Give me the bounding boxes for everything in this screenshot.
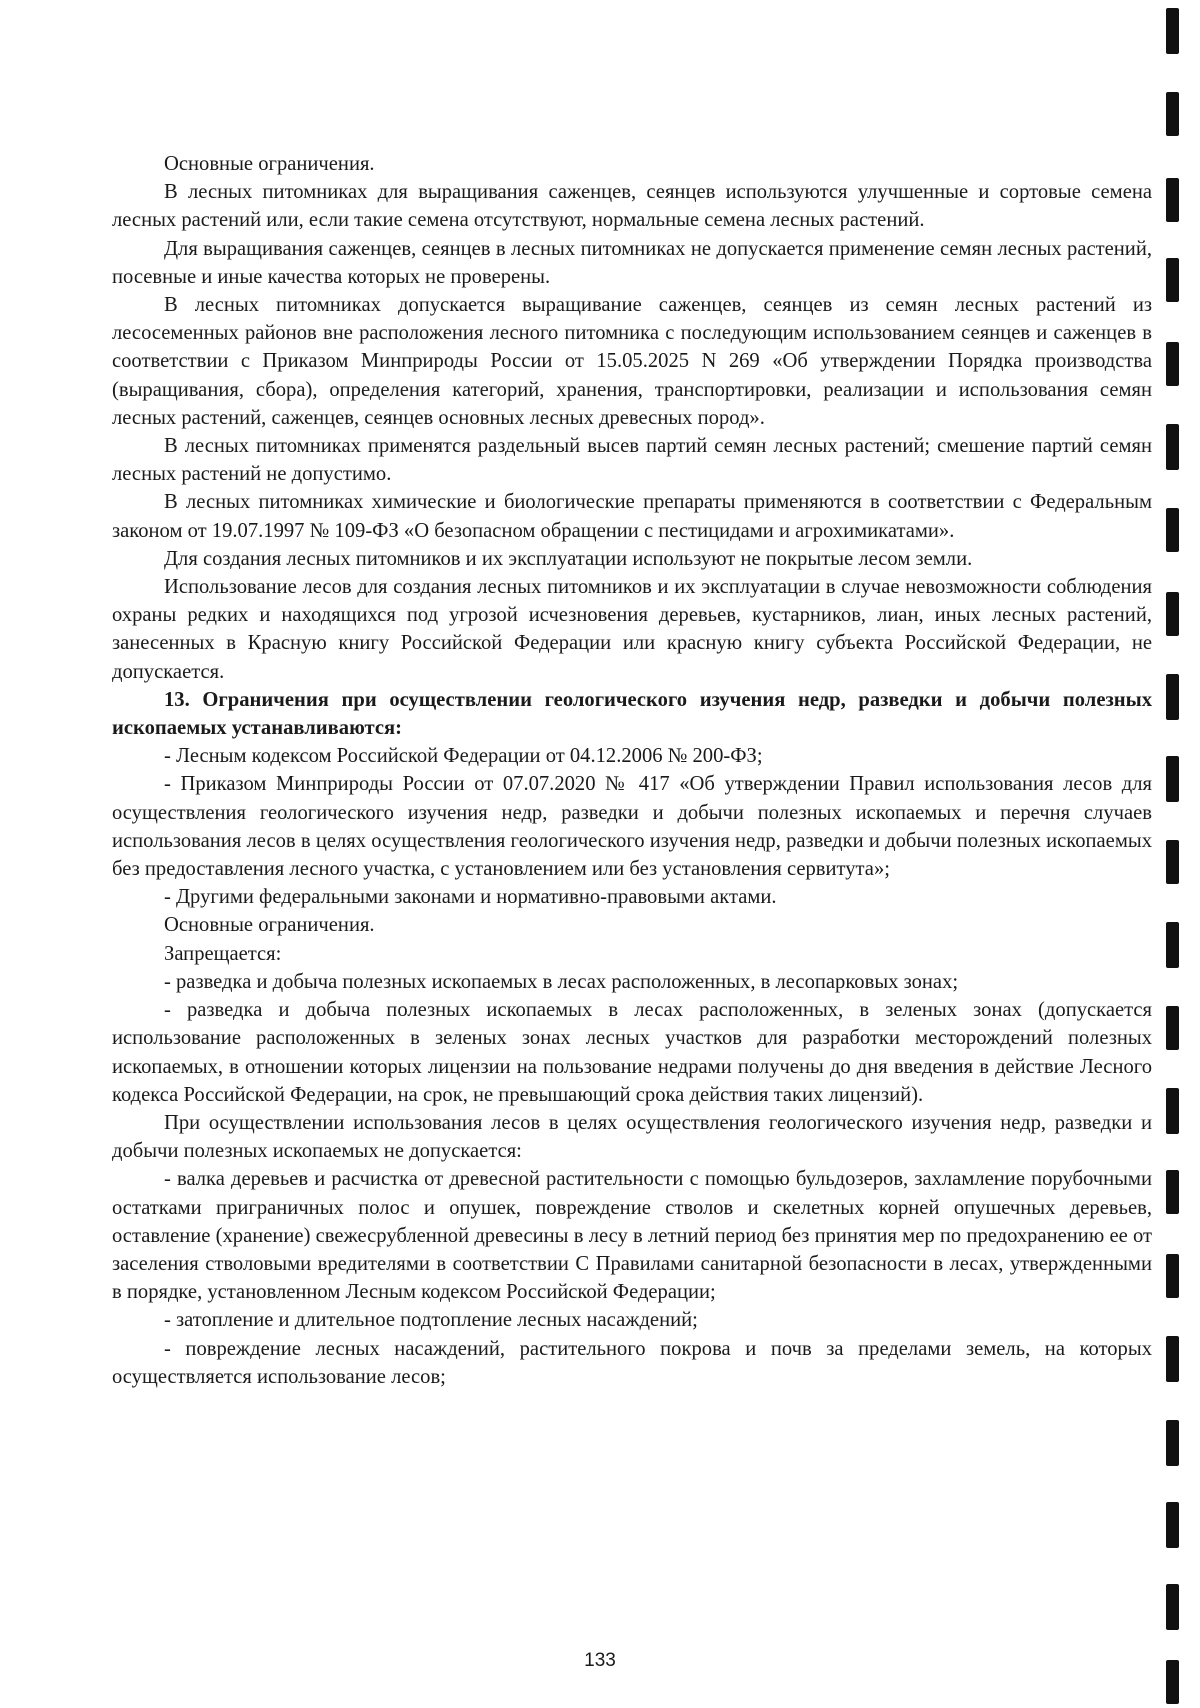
paragraph: В лесных питомниках допускается выращивание саженцев, сеянцев из семян лесных растений из лесосеменных районов вне расположения лесного питомника с последующим использованием сеянцев и саженцев в соответствии с Приказом Минприроды России от 15.05.2025 N 269 «Об утверждении Порядка производства (выращивания, сбора), определения категорий, хранения, транспортировки, реализации и использования семян лесных растений, саженцев, сеянцев основных лесных древесных пород».: [112, 294, 1152, 429]
prohibited-item: - разведка и добыча полезных ископаемых в лесах расположенных, в зеленых зонах (допускается использование расположенных в зеленых зонах лесных участков для разработки месторождений полезных ископаемых, в отношении которых лицензии на пользование недрами получены до дня введения в действие Лесного кодекса Российской Федерации, на срок, не превышающий срока действия таких лицензий).: [112, 999, 1152, 1106]
scan-margin-mark: [1166, 508, 1179, 552]
scan-margin-mark: [1166, 1170, 1179, 1214]
scan-margin-mark: [1166, 1420, 1179, 1466]
restrictions-label: Основные ограничения.: [164, 914, 375, 937]
scan-margin-mark: [1166, 592, 1179, 636]
document-body: [112, 150, 1152, 1391]
paragraph: Использование лесов для создания лесных питомников и их эксплуатации в случае невозможности соблюдения охраны редких и находящихся под угрозой исчезновения деревьев, кустарников, лиан, иных лесных растений, занесенных в Красную книгу Российской Федерации или красную книгу субъекта Российской Федерации, не допускается.: [112, 576, 1152, 683]
scan-margin-mark: [1166, 674, 1179, 720]
geology-intro: При осуществлении использования лесов в целях осуществления геологического изучения недр, разведки и добычи полезных ископаемых не допускается:: [112, 1111, 1152, 1163]
paragraph: Для выращивания саженцев, сеянцев в лесных питомниках не допускается применение семян лесных растений, посевные и иные качества которых не проверены.: [112, 237, 1152, 288]
paragraph: В лесных питомниках для выращивания саженцев, сеянцев используются улучшенные и сортовые семена лесных растений или, если такие семена отсутствуют, нормальные семена лесных растений.: [112, 181, 1152, 232]
paragraph: Основные ограничения.: [164, 153, 375, 175]
geology-item: - валка деревьев и расчистка от древесной растительности с помощью бульдозеров, захламление порубочными остатками приграничных полос и опушек, повреждение стволов и скелетных корней опушечных деревьев, оставление (хранение) свежесрубленной древесины в лесу в летний период без принятия мер по предохранению ее от заселения стволовыми вредителями в соответствии С Правилами санитарной безопасности в лесах, утвержденными в порядке, установленном Лесным кодексом Российской Федерации;: [112, 1168, 1152, 1304]
scan-margin-mark: [1166, 1660, 1179, 1704]
source-item: - Лесным кодексом Российской Федерации от 04.12.2006 № 200-ФЗ;: [164, 745, 763, 768]
geology-item: - затопление и длительное подтопление лесных насаждений;: [164, 1309, 698, 1332]
page-number: 133: [584, 1650, 616, 1671]
scan-margin-mark: [1166, 342, 1179, 386]
scan-margin-mark: [1166, 92, 1179, 136]
scan-margin-mark: [1166, 756, 1179, 802]
prohibited-label: Запрещается:: [164, 942, 282, 965]
scan-margin-mark: [1166, 840, 1179, 884]
geology-item: - повреждение лесных насаждений, растительного покрова и почв за пределами земель, на которых осуществляется использование лесов;: [112, 1337, 1152, 1388]
scan-margin-mark: [1166, 1254, 1179, 1298]
scan-margin-mark: [1166, 424, 1179, 470]
scan-margin-mark: [1166, 1584, 1179, 1630]
scan-margin-mark: [1166, 1336, 1179, 1382]
scan-margin-mark: [1166, 1006, 1179, 1050]
paragraph: В лесных питомниках применятся раздельный высев партий семян лесных растений; смешение партий семян лесных растений не допустимо.: [112, 435, 1152, 486]
scan-margin-mark: [1166, 922, 1179, 968]
paragraph: Для создания лесных питомников и их эксплуатации используют не покрытые лесом земли.: [164, 547, 973, 570]
scan-margin-mark: [1166, 8, 1179, 54]
source-item: - Приказом Минприроды России от 07.07.2020 № 417 «Об утверждении Правил использования лесов для осуществления геологического изучения недр, разведки и добычи полезных ископаемых и перечня случаев использования лесов в целях осуществления геологического изучения недр, разведки и добычи полезных ископаемых без предоставления лесного участка, с установлением или без установления сервитута»;: [112, 773, 1152, 881]
scan-margin-mark: [1166, 1502, 1179, 1548]
scan-margin-mark: [1166, 258, 1179, 302]
prohibited-item: - разведка и добыча полезных ископаемых в лесах расположенных, в лесопарковых зонах;: [164, 970, 959, 993]
paragraph: В лесных питомниках химические и биологические препараты применяются в соответствии с Федеральным законом от 19.07.1997 № 109-ФЗ «О безопасном обращении с пестицидами и агрохимикатами».: [112, 491, 1152, 542]
scan-margin-mark: [1166, 1088, 1179, 1134]
source-item: - Другими федеральными законами и нормативно-правовыми актами.: [164, 886, 777, 909]
section-heading: 13. Ограничения при осуществлении геологического изучения недр, разведки и добычи полезных ископаемых устанавливаются:: [112, 688, 1152, 740]
scan-margin-mark: [1166, 178, 1179, 222]
